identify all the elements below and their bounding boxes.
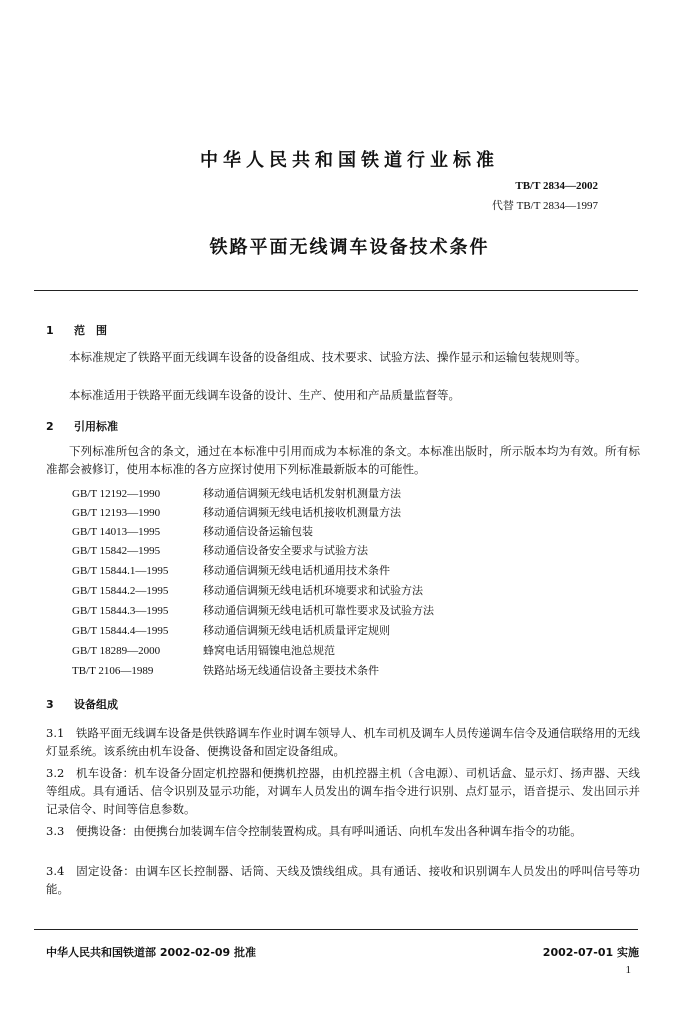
reference-title: 移动通信设备运输包装 [203,525,313,538]
reference-item [72,642,335,660]
reference-item [72,582,423,600]
reference-title: 移动通信设备安全要求与试验方法 [203,544,368,557]
section-1-heading [46,322,107,338]
section-2-heading [46,418,118,434]
reference-item [72,662,379,680]
standard-title: 中华人民共和国铁道行业标准 [200,150,499,171]
reference-item [72,523,313,541]
section-1-para-2: 本标准适用于铁路平面无线调车设备的设计、生产、使用和产品质量监督等。 [69,388,460,402]
reference-title: 移动通信调频无线电话机环境要求和试验方法 [203,584,423,597]
reference-item [72,485,401,503]
reference-title: 移动通信调频无线电话机发射机测量方法 [203,487,401,500]
reference-code: GB/T 12192—1990 [72,488,161,500]
reference-item [72,542,368,560]
reference-title: 移动通信调频无线电话机接收机测量方法 [203,506,401,519]
reference-code: TB/T 2106—1989 [72,665,154,677]
replaces-code: 代替 TB/T 2834—1997 [491,200,598,212]
reference-item [72,622,390,640]
section-2-para-1: 下列标准所包含的条文，通过在本标准中引用而成为本标准的条文。本标准出版时，所示版本均为有效。所有标准都会被修订，使用本标准的各方应探讨使用下列标准最新版本的可能性。 [46,444,640,476]
section-number: 1 [46,324,54,337]
reference-code: GB/T 15844.3—1995 [72,605,169,617]
reference-item [72,562,390,580]
reference-code: GB/T 12193—1990 [72,507,161,519]
reference-code: GB/T 15844.4—1995 [72,625,169,637]
reference-title: 移动通信调频无线电话机质量评定规则 [203,624,390,637]
reference-title: 蜂窝电话用镉镍电池总规范 [203,644,335,657]
clause-3-2: 3.2 机车设备：机车设备分固定机控器和便携机控器，由机控器主机（含电源）、司机话盒、显示灯、扬声器、天线等组成。具有通话、信令识别及显示功能，对调车人员发出的调车指令进行识别、点灯显示，语音提示、发出回示并记录信令、时间等信息参数。 [46,766,640,816]
reference-item [72,504,401,522]
reference-code: GB/T 15844.2—1995 [72,585,169,597]
reference-code: GB/T 14013—1995 [72,526,161,538]
clause-3-4: 3.4 固定设备：由调车区长控制器、话筒、天线及馈线组成。具有通话、接收和识别调车人员发出的呼叫信号等功能。 [46,864,640,896]
clause-3-1: 3.1 铁路平面无线调车设备是供铁路调车作业时调车领导人、机车司机及调车人员传递调车信令及通信联络用的无线灯显系统。该系统由机车设备、便携设备和固定设备组成。 [46,726,640,758]
section-number: 3 [46,698,54,711]
reference-item [72,602,434,620]
section-title: 范 围 [74,324,107,337]
section-title: 引用标准 [74,420,118,433]
reference-title: 移动通信调频无线电话机通用技术条件 [203,564,390,577]
header-divider [34,290,638,291]
approval-statement: 中华人民共和国铁道部 2002-02-09 批准 [46,946,257,959]
section-1-para-1: 本标准规定了铁路平面无线调车设备的设备组成、技术要求、试验方法、操作显示和运输包装规则等。 [69,350,587,364]
footer-divider [34,929,638,930]
reference-title: 移动通信调频无线电话机可靠性要求及试验方法 [203,604,434,617]
standard-code: TB/T 2834—2002 [515,180,598,192]
section-3-heading [46,696,118,712]
reference-code: GB/T 18289—2000 [72,645,161,657]
reference-title: 铁路站场无线通信设备主要技术条件 [203,664,379,677]
clause-3-3: 3.3 便携设备：由便携台加装调车信令控制装置构成。具有呼叫通话、向机车发出各种调车指令的功能。 [46,824,582,838]
reference-code: GB/T 15844.1—1995 [72,565,169,577]
effective-date: 2002-07-01 实施 [542,946,639,959]
reference-code: GB/T 15842—1995 [72,545,161,557]
section-number: 2 [46,420,54,433]
page-number: 1 [625,964,631,976]
document-title: 铁路平面无线调车设备技术条件 [209,237,490,258]
section-title: 设备组成 [74,698,118,711]
